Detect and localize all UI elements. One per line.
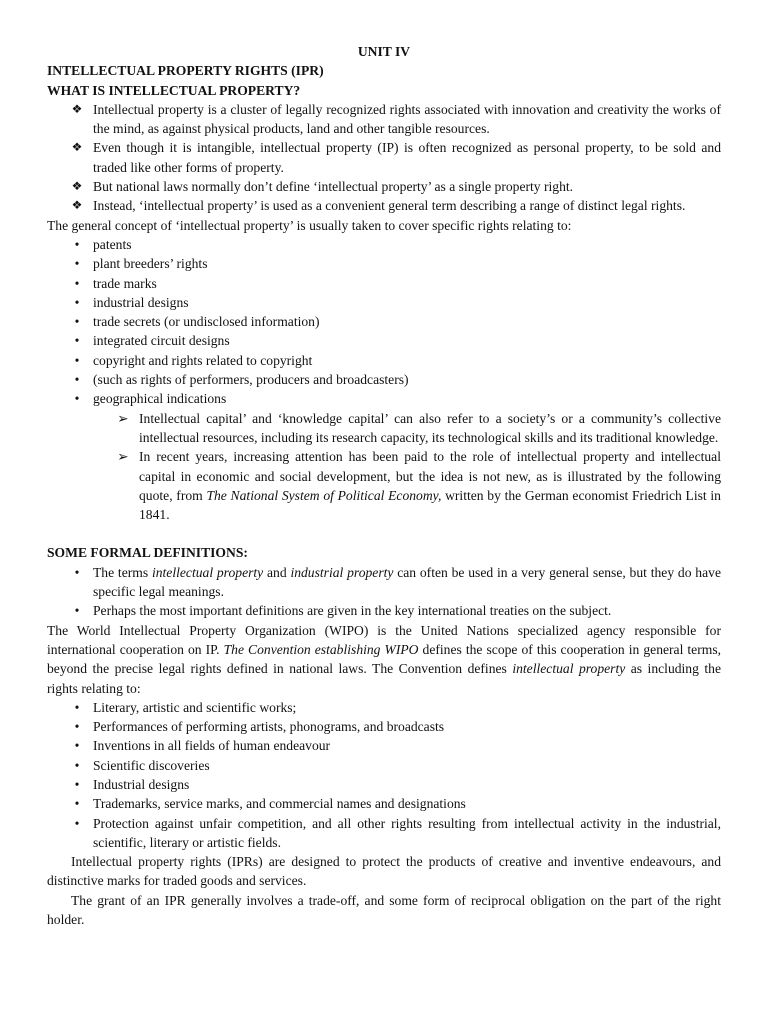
list-item: • trade secrets (or undisclosed information)	[47, 312, 721, 331]
diamond-bullet-icon: ❖	[71, 179, 83, 194]
bullet-icon: •	[74, 372, 80, 388]
spacer	[47, 524, 721, 543]
list-item: ❖ But national laws normally don’t define ‘intellectual property’ as a single property right.	[47, 177, 721, 196]
list-item: ❖ Instead, ‘intellectual property’ is used as a convenient general term describing a range of distinct legal rights.	[47, 196, 721, 215]
bullet-icon: •	[74, 314, 80, 330]
rights-list	[47, 235, 721, 409]
list-item: • integrated circuit designs	[47, 331, 721, 350]
wipo-rights-list	[47, 698, 721, 852]
heading-ipr: INTELLECTUAL PROPERTY RIGHTS (IPR)	[47, 63, 324, 79]
ipr-paragraph: Intellectual property rights (IPRs) are designed to protect the products of creative and inventive endeavours, and distinctive marks for traded goods and services.	[47, 854, 721, 889]
bullet-icon: •	[74, 776, 80, 792]
unit-title: UNIT IV	[357, 44, 411, 59]
intro-points-list	[47, 100, 721, 216]
capital-points-list	[47, 409, 721, 525]
grant-paragraph: The grant of an IPR generally involves a trade-off, and some form of reciprocal obligation on the part of the right holder.	[47, 892, 721, 928]
diamond-bullet-icon: ❖	[71, 101, 83, 116]
list-item: • copyright and rights related to copyright	[47, 351, 721, 370]
list-item: • Perhaps the most important definitions are given in the key international treaties on the subject.	[47, 601, 721, 620]
list-item: • Protection against unfair competition, and all other rights resulting from intellectual activity in the industrial, scientific, literary or artistic fields.	[47, 814, 721, 853]
list-item: • patents	[47, 235, 721, 254]
formal-points-list	[47, 563, 721, 621]
heading-formal-definitions: SOME FORMAL DEFINITIONS:	[47, 545, 248, 561]
diamond-bullet-icon: ❖	[71, 140, 83, 155]
bullet-icon: •	[74, 564, 80, 580]
list-item: • Trademarks, service marks, and commercial names and designations	[47, 794, 721, 813]
bullet-icon: •	[74, 699, 80, 715]
list-item: • industrial designs	[47, 293, 721, 312]
bullet-icon: •	[74, 738, 80, 754]
bullet-icon: •	[74, 757, 80, 773]
list-item: • Literary, artistic and scientific works;	[47, 698, 721, 717]
bullet-icon: •	[74, 719, 80, 735]
list-item: • Industrial designs	[47, 775, 721, 794]
list-item: ❖ Even though it is intangible, intellectual property (IP) is often recognized as personal property, to be sold and traded like other forms of property.	[47, 138, 721, 177]
bullet-icon: •	[74, 275, 80, 291]
list-item: • Performances of performing artists, phonograms, and broadcasts	[47, 717, 721, 736]
arrow-bullet-icon: ➢	[117, 410, 129, 426]
bullet-icon: •	[74, 256, 80, 272]
bullet-icon: •	[74, 603, 80, 619]
list-item: • geographical indications	[47, 389, 721, 408]
heading-what-is-ip: WHAT IS INTELLECTUAL PROPERTY?	[47, 82, 301, 98]
bullet-icon: •	[74, 796, 80, 812]
list-item: • The terms intellectual property and industrial property can often be used in a very general sense, but they do have specific legal meanings.	[47, 563, 721, 602]
arrow-bullet-icon: ➢	[117, 449, 129, 465]
list-item: ➢ Intellectual capital’ and ‘knowledge capital’ can also refer to a society’s or a community’s collective intellectual resources, including its research capacity, its technological skills and its traditional knowledge.	[47, 409, 721, 448]
list-item: • Scientific discoveries	[47, 756, 721, 775]
bullet-icon: •	[74, 236, 80, 252]
bullet-icon: •	[74, 333, 80, 349]
list-item: • plant breeders’ rights	[47, 254, 721, 273]
bullet-icon: •	[74, 352, 80, 368]
general-concept-text: The general concept of ‘intellectual property’ is usually taken to cover specific rights relating to:	[47, 217, 572, 233]
book-title: The National System of Political Economy,	[206, 487, 442, 503]
wipo-paragraph: The World Intellectual Property Organization (WIPO) is the United Nations specialized agency responsible for international cooperation on IP. The Convention establishing WIPO defines the scope of this cooperation in general terms, beyond the precise legal rights defined in national laws. The Convention defines intellectual property as including the rights relating to:	[47, 622, 722, 696]
bullet-icon: •	[74, 391, 80, 407]
bullet-icon: •	[74, 815, 80, 831]
list-item: • Inventions in all fields of human endeavour	[47, 736, 721, 755]
bullet-icon: •	[74, 294, 80, 310]
list-item: ❖ Intellectual property is a cluster of legally recognized rights associated with innovation and creativity the works of the mind, as against physical products, land and other tangible resources.	[47, 100, 721, 139]
list-item: ➢ In recent years, increasing attention has been paid to the role of intellectual property and intellectual capital in economic and social development, but the idea is not new, as is illustrated by the following quote, from The National System of Political Economy, written by the German economist Friedrich List in 1841.	[47, 447, 721, 524]
diamond-bullet-icon: ❖	[71, 198, 83, 213]
list-item: • (such as rights of performers, producers and broadcasters)	[47, 370, 721, 389]
list-item: • trade marks	[47, 274, 721, 293]
